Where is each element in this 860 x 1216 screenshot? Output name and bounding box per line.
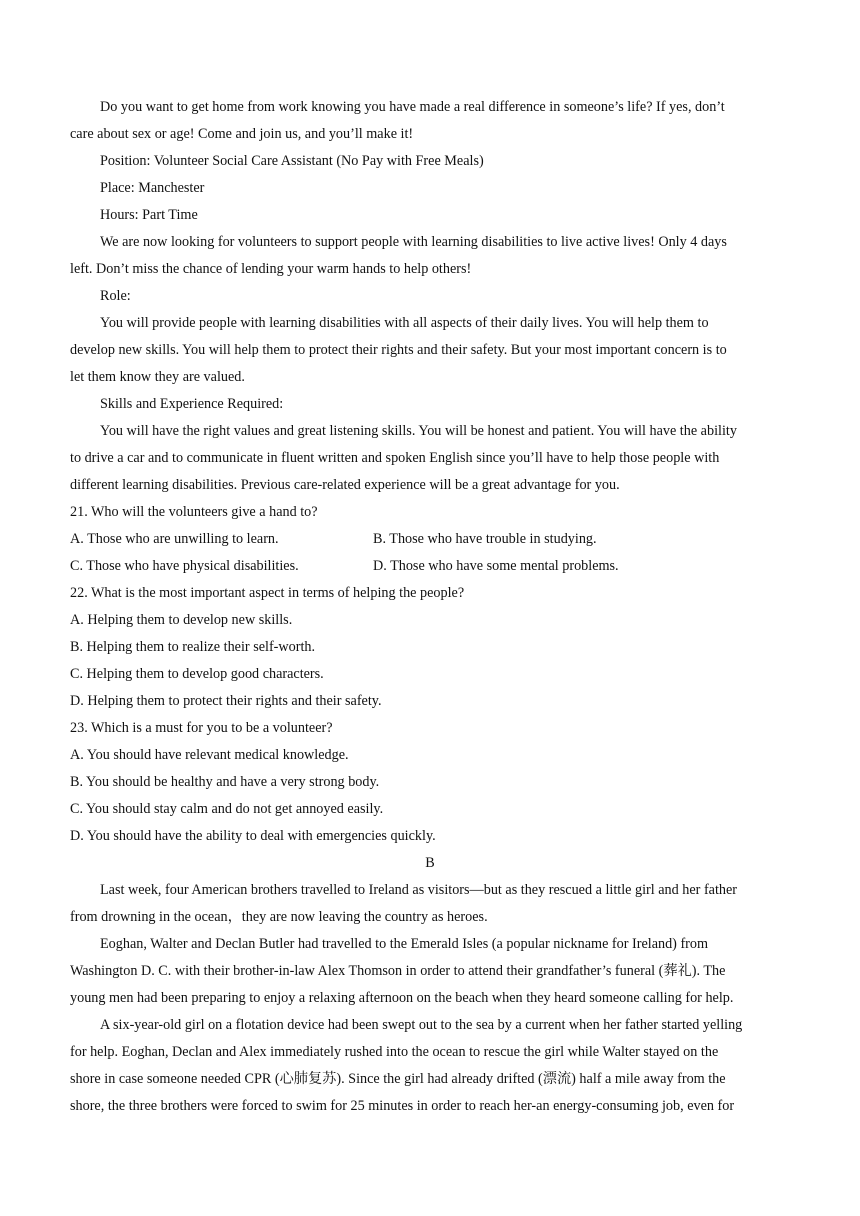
passage-b-line: from drowning in the ocean，they are now leaving the country as heroes. [70, 909, 488, 925]
passage-b-line: A six-year-old girl on a flotation device had been swept out to the sea by a current when her father started yelling [100, 1017, 743, 1033]
question-21-options-row [70, 526, 790, 553]
question-22-option-d: D. Helping them to protect their rights and their safety. [70, 693, 382, 709]
question-22-stem: 22. What is the most important aspect in terms of helping the people? [70, 585, 465, 601]
question-22-option-a: A. Helping them to develop new skills. [70, 612, 293, 628]
question-23-option-c: C. You should stay calm and do not get annoyed easily. [70, 801, 384, 817]
section-b-heading: B [425, 855, 435, 871]
question-23-stem: 23. Which is a must for you to be a volunteer? [70, 720, 333, 736]
passage-a-line: Do you want to get home from work knowing you have made a real difference in someone’s life? If yes, don’t [100, 99, 725, 115]
passage-b-line: shore, the three brothers were forced to swim for 25 minutes in order to reach her-an energy-consuming job, even for [70, 1098, 735, 1114]
passage-a-line: care about sex or age! Come and join us, and you’ll make it! [70, 126, 414, 142]
passage-a-line: You will provide people with learning disabilities with all aspects of their daily lives. You will help them to [100, 315, 709, 331]
question-21-option-a: A. Those who are unwilling to learn. [70, 531, 279, 547]
question-21-options-row [70, 553, 790, 580]
role-heading: Role: [100, 288, 131, 304]
passage-a-line: let them know they are valued. [70, 369, 245, 385]
question-23-option-a: A. You should have relevant medical knowledge. [70, 747, 349, 763]
question-22-option-b: B. Helping them to realize their self-worth. [70, 639, 316, 655]
passage-a-line: to drive a car and to communicate in fluent written and spoken English since you’ll have to help those people with [70, 450, 720, 466]
passage-b-line: Eoghan, Walter and Declan Butler had travelled to the Emerald Isles (a popular nickname for Ireland) from [100, 936, 709, 952]
passage-b-line: young men had been preparing to enjoy a relaxing afternoon on the beach when they heard someone calling for help. [70, 990, 734, 1006]
passage-a-line: develop new skills. You will help them to protect their rights and their safety. But your most important concern is to [70, 342, 727, 358]
passage-b-line: for help. Eoghan, Declan and Alex immediately rushed into the ocean to rescue the girl while Walter stayed on the [70, 1044, 719, 1060]
passage-b-line: Washington D. C. with their brother-in-law Alex Thomson in order to attend their grandfather’s funeral (葬礼). The [70, 963, 726, 979]
question-22-option-c: C. Helping them to develop good characters. [70, 666, 324, 682]
skills-heading: Skills and Experience Required: [100, 396, 284, 412]
passage-a-line: left. Don’t miss the chance of lending your warm hands to help others! [70, 261, 472, 277]
hours-line: Hours: Part Time [100, 207, 198, 223]
passage-a-line: We are now looking for volunteers to support people with learning disabilities to live active lives! Only 4 days [100, 234, 727, 250]
passage-a-line: different learning disabilities. Previous care-related experience will be a great advantage for you. [70, 477, 620, 493]
question-21-stem: 21. Who will the volunteers give a hand to? [70, 504, 318, 520]
place-line: Place: Manchester [100, 180, 205, 196]
question-21-option-d: D. Those who have some mental problems. [373, 558, 619, 574]
passage-b-line: Last week, four American brothers travelled to Ireland as visitors—but as they rescued a little girl and her father [100, 882, 738, 898]
question-21-option-c: C. Those who have physical disabilities. [70, 558, 299, 574]
position-line: Position: Volunteer Social Care Assistant (No Pay with Free Meals) [100, 153, 484, 169]
passage-a-line: You will have the right values and great listening skills. You will be honest and patient. You will have the ability [100, 423, 737, 439]
passage-b-line: shore in case someone needed CPR (心肺复苏). Since the girl had already drifted (漂流) half a mile away from the [70, 1071, 726, 1087]
question-23-option-b: B. You should be healthy and have a very strong body. [70, 774, 380, 790]
question-23-option-d: D. You should have the ability to deal with emergencies quickly. [70, 828, 436, 844]
document-body [70, 94, 790, 1120]
question-21-option-b: B. Those who have trouble in studying. [373, 531, 597, 547]
